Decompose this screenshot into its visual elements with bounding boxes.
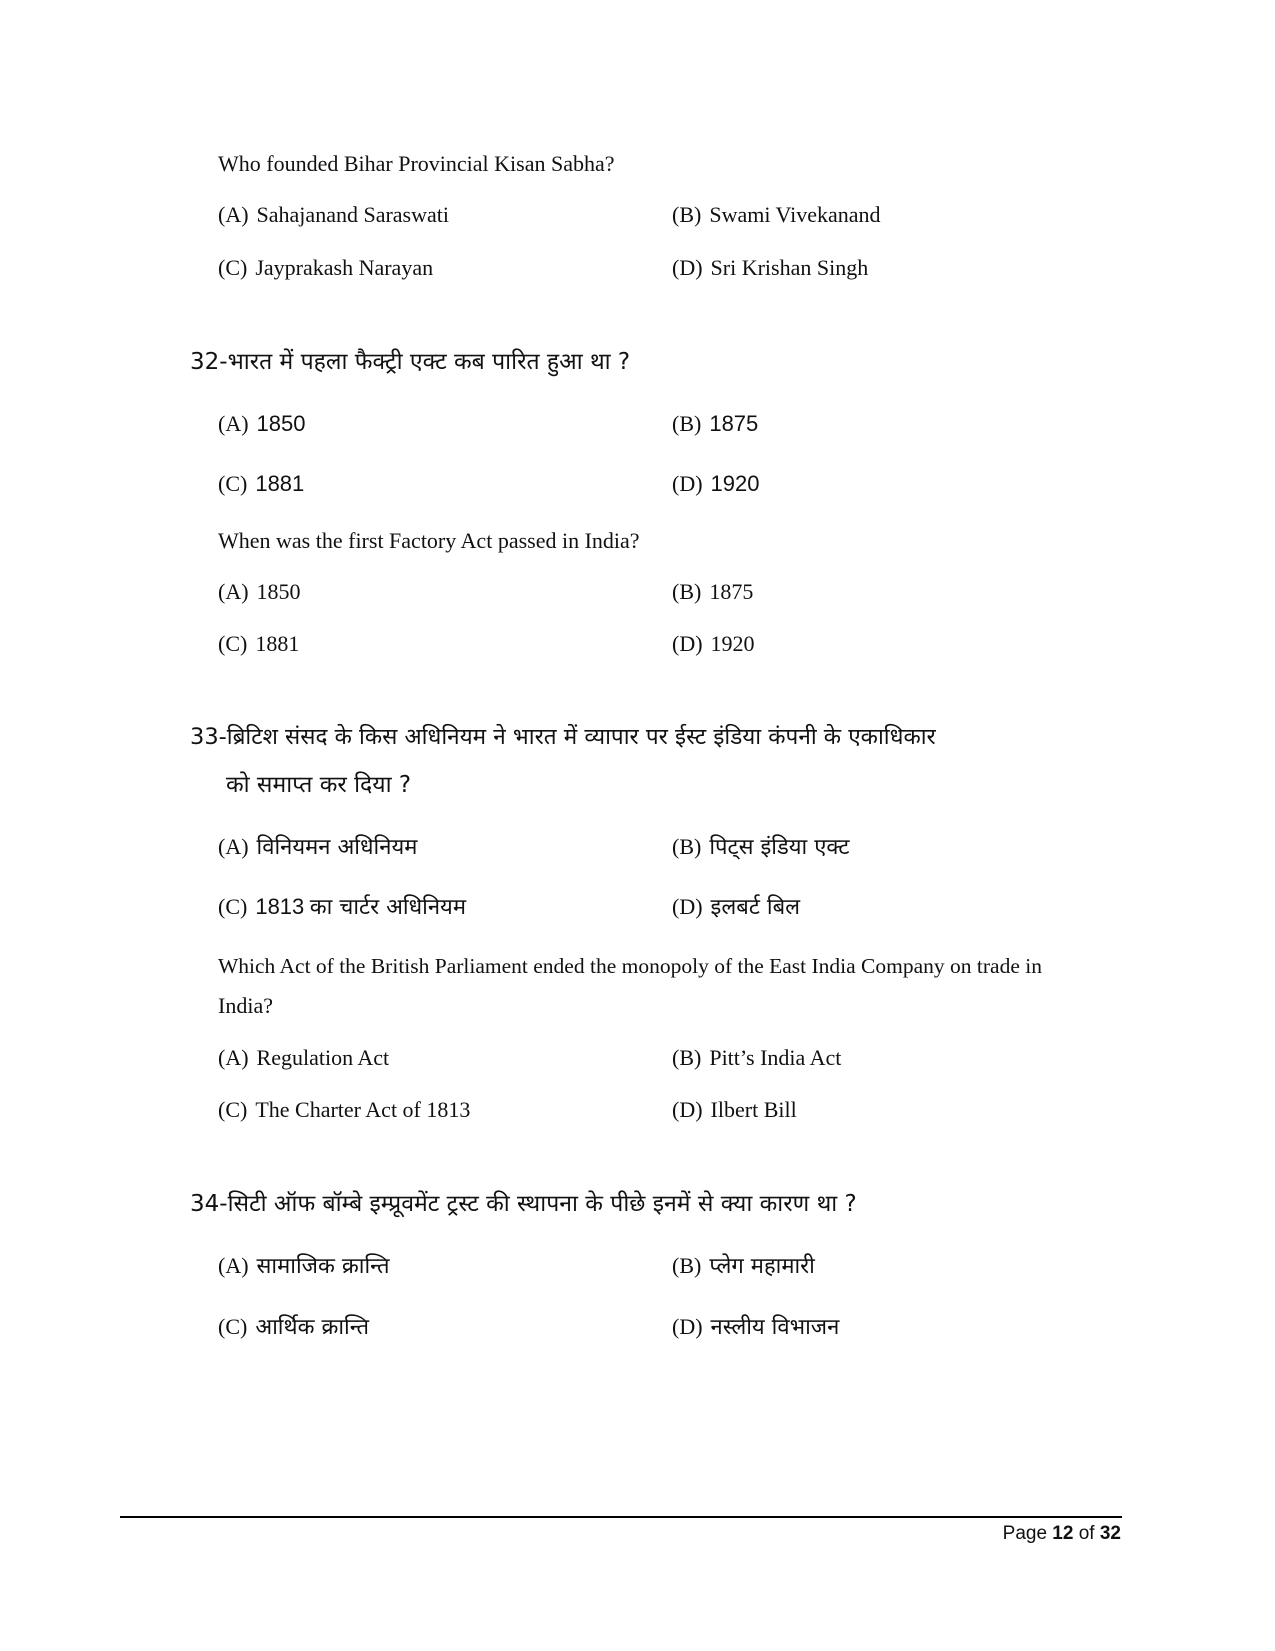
option-label: (A) (218, 834, 249, 859)
option-text: 1850 (256, 579, 301, 604)
q33-english-option-d (672, 1096, 797, 1124)
q33-hindi-option-a (218, 833, 417, 863)
q32-english-option-b (672, 578, 753, 606)
option-text: विनियमन अधिनियम (256, 835, 418, 860)
option-label: (B) (672, 411, 702, 436)
q33-hindi-question-line1: 33-ब्रिटिश संसद के किस अधिनियम ने भारत में व्यापार पर ईस्ट इंडिया कंपनी के एकाधिकार (190, 724, 936, 750)
q32-english-option-c (218, 630, 299, 658)
option-text: Pitt’s India Act (709, 1045, 842, 1070)
option-text: Sri Krishan Singh (710, 255, 869, 280)
option-label: (C) (218, 631, 248, 656)
q31-english-option-c (218, 254, 433, 282)
page-of: of (1078, 1523, 1095, 1544)
option-label: (C) (218, 471, 248, 496)
q33-hindi-option-d (672, 893, 800, 923)
option-text: Sahajanand Saraswati (256, 202, 449, 227)
q31-english-question: Who founded Bihar Provincial Kisan Sabha? (218, 151, 615, 176)
q32-hindi-option-b (672, 410, 758, 438)
option-label: (B) (672, 834, 702, 859)
option-text: नस्लीय विभाजन (710, 1315, 840, 1340)
option-label: (A) (218, 579, 249, 604)
q33-english-option-c (218, 1096, 470, 1124)
page-prefix: Page (1002, 1523, 1048, 1544)
q33-english-option-b (672, 1044, 841, 1072)
q32-hindi-option-c (218, 470, 304, 498)
option-text: 1920 (710, 631, 755, 656)
option-label: (A) (218, 1045, 249, 1070)
q32-hindi-option-a (218, 410, 306, 438)
option-label: (D) (672, 255, 703, 280)
q33-hindi-question-line2: को समाप्त कर दिया ? (226, 772, 412, 798)
option-text: 1881 (255, 631, 300, 656)
footer-divider (120, 1516, 1122, 1518)
q31-english-option-a (218, 201, 449, 229)
option-text: 1875 (709, 411, 759, 436)
q31-english-option-d (672, 254, 868, 282)
option-label: (D) (672, 894, 703, 919)
q33-english-question-line2: India? (218, 993, 273, 1018)
option-text: 1850 (256, 411, 306, 436)
option-text: Regulation Act (256, 1045, 390, 1070)
option-label: (B) (672, 1253, 702, 1278)
option-year: 1813 (255, 894, 305, 919)
option-text: सामाजिक क्रान्ति (256, 1254, 390, 1279)
option-text: का चार्टर अधिनियम (309, 895, 466, 920)
q32-english-option-a (218, 578, 301, 606)
option-label: (D) (672, 1097, 703, 1122)
option-text: 1881 (255, 471, 305, 496)
q32-hindi-option-d (672, 470, 760, 498)
page-current: 12 (1052, 1523, 1074, 1544)
option-text: इलबर्ट बिल (710, 895, 801, 920)
option-label: (D) (672, 1314, 703, 1339)
option-text: प्लेग महामारी (709, 1254, 815, 1279)
q33-english-question-line1: Which Act of the British Parliament ended the monopoly of the East India Company on trade in (218, 954, 1042, 978)
q32-english-question: When was the first Factory Act passed in India? (218, 528, 640, 553)
q34-hindi-option-c (218, 1313, 369, 1343)
q33-english-option-a (218, 1044, 389, 1072)
option-label: (A) (218, 1253, 249, 1278)
q33-hindi-option-b (672, 833, 849, 863)
option-label: (C) (218, 1314, 248, 1339)
option-label: (B) (672, 202, 702, 227)
option-label: (B) (672, 1045, 702, 1070)
option-text: पिट्स इंडिया एक्ट (709, 835, 850, 860)
option-text: आर्थिक क्रान्ति (255, 1315, 370, 1340)
option-text: Ilbert Bill (710, 1097, 797, 1122)
option-label: (C) (218, 1097, 248, 1122)
q32-hindi-question: 32-भारत में पहला फैक्ट्री एक्ट कब पारित हुआ था ? (190, 349, 631, 375)
q34-hindi-option-b (672, 1252, 815, 1282)
option-label: (D) (672, 631, 703, 656)
option-label: (C) (218, 255, 248, 280)
page-number (1003, 1522, 1121, 1546)
option-text: 1920 (710, 471, 760, 496)
option-label: (B) (672, 579, 702, 604)
q32-english-option-d (672, 630, 755, 658)
q33-hindi-option-c (218, 893, 466, 923)
q34-hindi-option-d (672, 1313, 839, 1343)
page-total: 32 (1099, 1523, 1121, 1544)
option-text: 1875 (709, 579, 754, 604)
option-text: Swami Vivekanand (709, 202, 881, 227)
q34-hindi-question: 34-सिटी ऑफ बॉम्बे इम्प्रूवमेंट ट्रस्ट की स्थापना के पीछे इनमें से क्या कारण था ? (190, 1191, 857, 1217)
q31-english-option-b (672, 201, 881, 229)
option-label: (D) (672, 471, 703, 496)
q34-hindi-option-a (218, 1252, 390, 1282)
option-label: (A) (218, 202, 249, 227)
option-label: (C) (218, 894, 248, 919)
option-text: Jayprakash Narayan (255, 255, 434, 280)
option-label: (A) (218, 411, 249, 436)
option-text: The Charter Act of 1813 (255, 1097, 471, 1122)
